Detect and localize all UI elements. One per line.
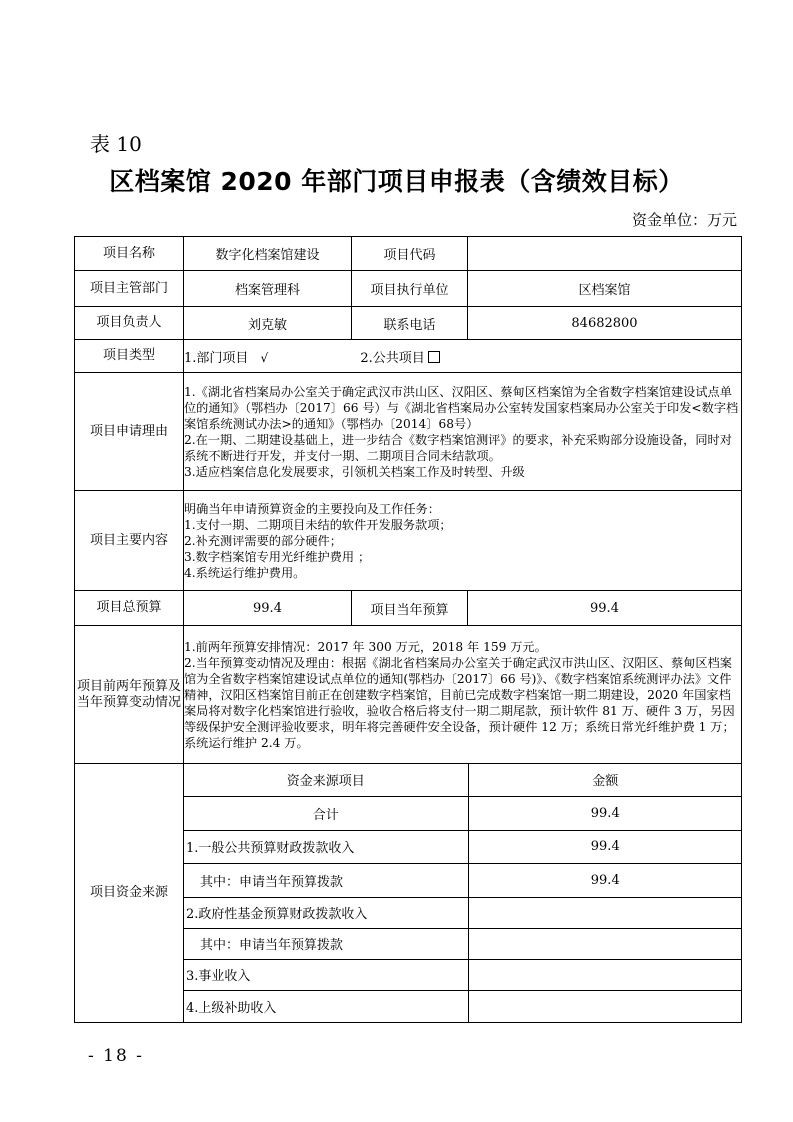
row-reason (75, 373, 742, 491)
funds-amount: 99.4 (468, 796, 742, 830)
funds-header-amount: 金额 (468, 764, 742, 796)
funds-item: 1.一般公共预算财政拨款收入 (184, 830, 468, 863)
type-option-public: 2.公共项目 (360, 350, 425, 366)
funds-item: 2.政府性基金预算财政拨款收入 (184, 897, 468, 928)
funds-item: 其中：申请当年预算拨款 (184, 863, 468, 897)
project-code-value (468, 237, 742, 271)
funding-source-table (184, 764, 742, 1022)
row-project-name (75, 237, 742, 271)
table-row (184, 959, 742, 990)
project-code-label: 项目代码 (352, 237, 468, 271)
phone-label: 联系电话 (352, 307, 468, 340)
reason-paragraph: 1.《湖北省档案局办公室关于确定武汉市洪山区、汉阳区、蔡甸区档案馆为全省数字档案馆建设试点单位的通知》（鄂档办〔2017〕66 号）与《湖北省档案局办公室转发国家档案局办公室关于印发<数字档案馆系统测试办法>的通知》（鄂档办〔2014〕68号） (184, 384, 739, 431)
content-line: 2.补充测评需要的部分硬件； (184, 533, 342, 548)
page-title: 区档案馆 2020 年部门项目申报表（含绩效目标） (109, 167, 684, 196)
content-line: 1.支付一期、二期项目未结的软件开发服务款项； (184, 517, 452, 532)
reason-paragraph: 3.适应档案信息化发展要求，引领机关档案工作及时转型、升级 (184, 464, 525, 479)
row-leader (75, 307, 742, 340)
exec-unit-value: 区档案馆 (468, 271, 742, 307)
checkmark-icon: √ (260, 350, 269, 365)
row-project-type (75, 340, 742, 373)
change-text (184, 626, 742, 764)
funds-amount (468, 897, 742, 928)
reason-label: 项目申请理由 (75, 373, 184, 491)
type-label: 项目类型 (75, 340, 184, 373)
funds-item: 合计 (184, 796, 468, 830)
row-funding-source (75, 764, 742, 1023)
content-label: 项目主要内容 (75, 491, 184, 591)
funds-label: 项目资金来源 (75, 764, 184, 1023)
funds-amount (468, 990, 742, 1022)
budget-year-label: 项目当年预算 (352, 591, 468, 626)
currency-unit: 资金单位：万元 (631, 211, 737, 229)
phone-value: 84682800 (468, 307, 742, 340)
reason-paragraph: 2.在一期、二期建设基础上，进一步结合《数字档案馆测评》的要求，补充采购部分设施设备，同时对系统不断进行开发，并支付一期、二期项目合同未结款项。 (184, 432, 732, 463)
table-row (184, 830, 742, 863)
funds-amount (468, 928, 742, 959)
budget-year-value: 99.4 (468, 591, 742, 626)
content-line: 明确当年申请预算资金的主要投向及工作任务： (184, 501, 440, 516)
table-row (184, 796, 742, 830)
change-label: 项目前两年预算及当年预算变动情况 (75, 626, 184, 764)
table-row (184, 897, 742, 928)
dept-value: 档案管理科 (184, 271, 352, 307)
exec-unit-label: 项目执行单位 (352, 271, 468, 307)
funds-header-source: 资金来源项目 (184, 764, 468, 796)
change-paragraph: 1.前两年预算安排情况：2017 年 300 万元，2018 年 159 万元。 (184, 639, 547, 654)
project-application-table (74, 236, 742, 1023)
leader-value: 刘克敏 (184, 307, 352, 340)
dept-label: 项目主管部门 (75, 271, 184, 307)
row-main-content (75, 491, 742, 591)
funds-item: 3.事业收入 (184, 959, 468, 990)
table-row (184, 863, 742, 897)
funds-item: 其中：申请当年预算拨款 (184, 928, 468, 959)
budget-total-label: 项目总预算 (75, 591, 184, 626)
row-budget-change (75, 626, 742, 764)
page-number: - 18 - (88, 1046, 144, 1066)
budget-total-value: 99.4 (184, 591, 352, 626)
table-row (184, 990, 742, 1022)
row-budget (75, 591, 742, 626)
content-line: 3.数字档案馆专用光纤维护费用 ； (184, 549, 371, 564)
leader-label: 项目负责人 (75, 307, 184, 340)
row-department (75, 271, 742, 307)
content-line: 4.系统运行维护费用。 (184, 565, 306, 580)
funds-amount (468, 959, 742, 990)
reason-text (184, 373, 742, 491)
change-paragraph: 2.当年预算变动情况及理由：根据《湖北省档案局办公室关于确定武汉市洪山区、汉阳区、蔡甸区档案馆为全省数字档案馆建设试点单位的通知(鄂档办〔2017〕66 号)》、《数字档案馆系统测评办法》文件精神，汉阳区档案馆目前正在创建数字档案馆，目前已完成数字档案馆一期二期建设，2020 年国家档案局将对数字化档案馆进行验收，验收合格后将支付一期二期尾款，预计软件 81 万、硬件 3 万，另因等级保护安全测评验收要求，明年将完善硬件安全设备，预计硬件 12 万；系统日常光纤维护费 1 万；系统运行维护 2.4 万。 (184, 655, 735, 750)
funds-amount: 99.4 (468, 863, 742, 897)
type-options (184, 340, 742, 373)
content-text (184, 491, 742, 591)
type-option-dept: 1.部门项目 (184, 350, 249, 366)
funds-item: 4.上级补助收入 (184, 990, 468, 1022)
table-number: 表 10 (90, 132, 142, 156)
funds-header-row (184, 764, 742, 796)
table-row (184, 928, 742, 959)
funds-amount: 99.4 (468, 830, 742, 863)
checkbox-empty-icon (428, 351, 440, 363)
project-name-value: 数字化档案馆建设 (184, 237, 352, 271)
project-name-label: 项目名称 (75, 237, 184, 271)
